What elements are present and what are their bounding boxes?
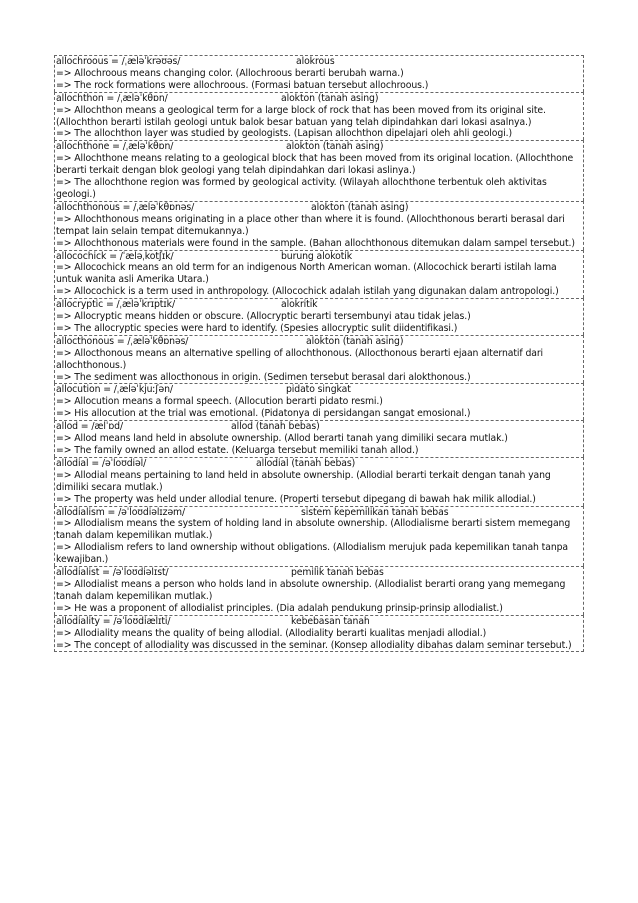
translation: alokton (tanah asing): [306, 335, 404, 347]
headword-pronunciation: allochthone = /ˌæləˈkθɒn/: [56, 141, 174, 153]
example-line: => The property was held under allodial tenure. (Properti tersebut dipegang di bawah hak milik allodial.): [56, 493, 536, 505]
entry-header: [56, 202, 582, 214]
dictionary-entry: [54, 55, 584, 92]
definition-line: => Allocution means a formal speech. (Allocution berarti pidato resmi.): [56, 396, 383, 408]
translation: alokton (tanah asing): [311, 201, 409, 213]
translation: sistem kepemilikan tanah bebas: [301, 506, 449, 518]
dictionary-entry: [54, 140, 584, 201]
translation: alokrous: [296, 56, 335, 67]
example-line: => He was a proponent of allodialist principles. (Dia adalah pendukung prinsip-prinsip allodialist.): [56, 602, 503, 614]
dictionary-entry: [54, 566, 584, 615]
dictionary-entry: [54, 335, 584, 384]
example-line: => Allodialism refers to land ownership without obligations. (Allodialism merujuk pada kepemilikan tanah tanpa kewajiban.): [56, 542, 569, 566]
dictionary-entry: [54, 298, 584, 335]
definition-line: => Allodialist means a person who holds land in absolute ownership. (Allodialist berarti orang yang memegang tanah dalam kepemilikan mutlak.): [56, 578, 566, 602]
definition-line: => Allochthon means a geological term for a large block of rock that has been moved from its original site. (Allochthon berarti istilah geologi untuk balok besar batuan yang telah dipindahkan dari lokasi asalnya.): [56, 104, 546, 128]
headword-pronunciation: allodialism = /əˈloʊdiəlɪzəm/: [56, 506, 186, 518]
example-line: => The concept of allodiality was discussed in the seminar. (Konsep allodiality dibahas dalam seminar tersebut.): [56, 639, 572, 651]
example-line: => The family owned an allod estate. (Keluarga tersebut memiliki tanah allod.): [56, 445, 419, 456]
translation: allod (tanah bebas): [231, 421, 320, 433]
translation: alokton (tanah asing): [281, 92, 379, 104]
headword-pronunciation: allochthonous = /ˌæləˈkθɒnəs/: [56, 201, 195, 213]
definition-line: => Allodial means pertaining to land held in absolute ownership. (Allodial berarti terkait dengan tanah yang dimiliki secara mutlak.): [56, 469, 551, 493]
headword-pronunciation: allocthonous = /ˌæləˈkθɒnəs/: [56, 335, 189, 347]
entry-header: [56, 458, 582, 470]
definition-line: => Allodiality means the quality of being allodial. (Allodiality berarti kualitas menjadi allodial.): [56, 627, 487, 639]
dictionary-entry: [54, 506, 584, 567]
headword-pronunciation: allodialist = /əˈloʊdiəlɪst/: [56, 567, 169, 579]
example-line: => The rock formations were allochroous. (Formasi batuan tersebut allochroous.): [56, 79, 429, 91]
entry-header: [56, 507, 582, 519]
headword-pronunciation: allocryptic = /ˌæləˈkrɪptɪk/: [56, 299, 175, 311]
headword-pronunciation: allodiality = /əˈloʊdiælɪti/: [56, 615, 171, 627]
example-line: => The allochthone region was formed by geological activity. (Wilayah allochthone terbentuk oleh aktivitas geologi.): [56, 177, 547, 200]
dictionary-entry: [54, 201, 584, 250]
example-line: => The allochthon layer was studied by geologists. (Lapisan allochthon dipelajari oleh ahli geologi.): [56, 128, 513, 140]
definition-line: => Allod means land held in absolute ownership. (Allod berarti tanah yang dimiliki secara mutlak.): [56, 433, 508, 445]
entry-header: [56, 141, 582, 153]
headword-pronunciation: allocution = /ˌæləˈkjuːʃən/: [56, 384, 173, 396]
translation: alokton (tanah asing): [286, 141, 384, 153]
example-line: => Allocochick is a term used in anthropology. (Allocochick adalah istilah yang digunakan dalam antropologi.): [56, 286, 559, 298]
example-line: => The allocryptic species were hard to identify. (Spesies allocryptic sulit diidentifikasi.): [56, 322, 458, 334]
dictionary-entry: [54, 92, 584, 141]
translation: alokritik: [281, 299, 318, 311]
entry-header: [56, 336, 582, 348]
entry-header: [56, 616, 582, 628]
dictionary-sheet: [54, 55, 584, 652]
example-line: => Allochthonous materials were found in the sample. (Bahan allochthonous ditemukan dalam sampel tersebut.): [56, 237, 575, 249]
definition-line: => Allodialism means the system of holding land in absolute ownership. (Allodialisme berarti sistem memegang tanah dalam kepemilikan mutlak.): [56, 518, 571, 542]
entry-header: [56, 421, 582, 433]
headword-pronunciation: allochroous = /ˌæləˈkrəʊəs/: [56, 56, 181, 67]
translation: burung alokotik: [281, 250, 353, 262]
definition-line: => Allocryptic means hidden or obscure. (Allocryptic berarti tersembunyi atau tidak jelas.): [56, 311, 471, 323]
definition-line: => Allochthonous means originating in a place other than where it is found. (Allochthonous berarti berasal dari tempat lain selain tempat ditemukannya.): [56, 213, 565, 237]
translation: pidato singkat: [286, 384, 351, 396]
entry-header: [56, 299, 582, 311]
example-line: => His allocution at the trial was emotional. (Pidatonya di persidangan sangat emosional.): [56, 408, 471, 420]
entry-header: [56, 567, 582, 579]
example-line: => The sediment was allocthonous in origin. (Sedimen tersebut berasal dari alokthonous.): [56, 371, 471, 383]
dictionary-entry: [54, 615, 584, 653]
definition-line: => Allochthone means relating to a geological block that has been moved from its original location. (Allochthone berarti terkait dengan blok geologi yang telah dipindahkan dari lokasi aslinya.): [56, 153, 574, 177]
definition-line: => Allochroous means changing color. (Allochroous berarti berubah warna.): [56, 67, 404, 79]
translation: allodial (tanah bebas): [256, 457, 356, 469]
translation: pemilik tanah bebas: [291, 567, 384, 579]
dictionary-entry: [54, 420, 584, 457]
headword-pronunciation: allocochick = /ˈæləˌkotʃɪk/: [56, 250, 174, 262]
entry-header: [56, 93, 582, 105]
headword-pronunciation: allod = /ælˈɒd/: [56, 421, 123, 433]
headword-pronunciation: allodial = /əˈloʊdiəl/: [56, 457, 147, 469]
entry-header: [56, 56, 582, 68]
dictionary-entry: [54, 457, 584, 506]
dictionary-entry: [54, 383, 584, 420]
entry-header: [56, 251, 582, 263]
definition-line: => Allocthonous means an alternative spelling of allochthonous. (Allocthonous berarti ejaan alternatif dari allochthonous.): [56, 347, 544, 371]
definition-line: => Allocochick means an old term for an indigenous North American woman. (Allocochick berarti istilah lama untuk wanita asli Amerika Utara.): [56, 262, 557, 286]
dictionary-entry: [54, 250, 584, 299]
translation: kebebasan tanah: [291, 615, 370, 627]
entry-header: [56, 384, 582, 396]
headword-pronunciation: allochthon = /ˌæləˈkθɒn/: [56, 92, 168, 104]
